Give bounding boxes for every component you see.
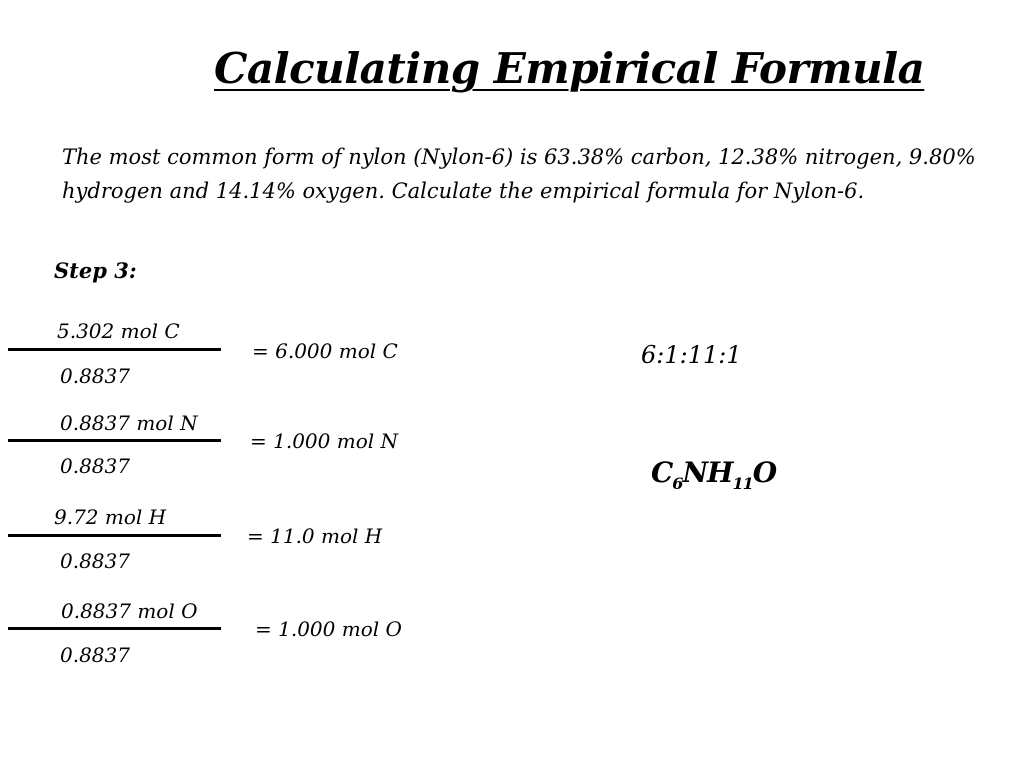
result-hydrogen: = 11.0 mol H: [247, 524, 383, 548]
problem-line-1: The most common form of nylon (Nylon-6) is 63.38% carbon, 12.38% nitrogen, 9.80%: [62, 145, 976, 169]
result-carbon: = 6.000 mol C: [252, 339, 398, 363]
slide-title: Calculating Empirical Formula: [214, 44, 925, 93]
problem-statement: [62, 140, 976, 208]
formula-nitrogen-hydrogen: NH: [682, 456, 733, 489]
formula-carbon-subscript: 6: [672, 474, 683, 493]
fraction-bar: [8, 348, 221, 351]
problem-line-2: hydrogen and 14.14% oxygen. Calculate the empirical formula for Nylon-6.: [62, 179, 865, 203]
denominator-carbon: 0.8837: [60, 364, 130, 388]
division-carbon: [0, 319, 420, 399]
formula-hydrogen-subscript: 11: [732, 474, 753, 493]
denominator-nitrogen: 0.8837: [60, 454, 130, 478]
numerator-hydrogen: 9.72 mol H: [54, 505, 167, 529]
result-oxygen: = 1.000 mol O: [255, 617, 402, 641]
empirical-formula: [651, 456, 776, 493]
denominator-oxygen: 0.8837: [60, 643, 130, 667]
formula-carbon: C: [651, 456, 673, 489]
fraction-bar: [8, 439, 221, 442]
fraction-bar: [8, 534, 221, 537]
denominator-hydrogen: 0.8837: [60, 549, 130, 573]
result-nitrogen: = 1.000 mol N: [250, 429, 398, 453]
division-oxygen: [0, 599, 420, 679]
fraction-bar: [8, 627, 221, 630]
numerator-carbon: 5.302 mol C: [57, 319, 180, 343]
mole-ratio: 6:1:11:1: [641, 341, 742, 369]
formula-oxygen: O: [752, 456, 777, 489]
division-hydrogen: [0, 505, 420, 585]
step-label: Step 3:: [54, 258, 137, 283]
numerator-nitrogen: 0.8837 mol N: [60, 411, 198, 435]
numerator-oxygen: 0.8837 mol O: [61, 599, 198, 623]
division-nitrogen: [0, 411, 420, 491]
